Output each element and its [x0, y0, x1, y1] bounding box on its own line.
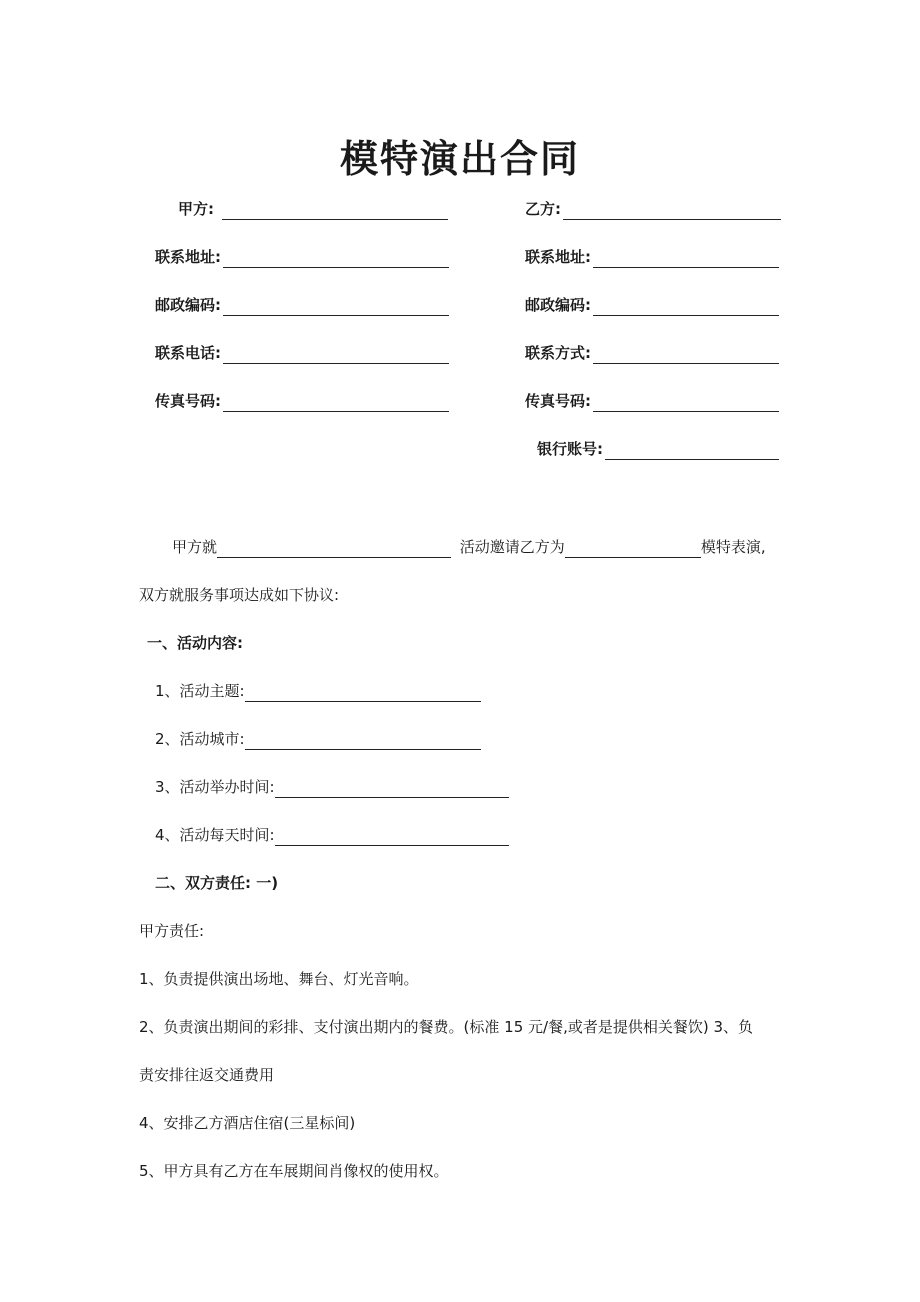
party-a-name-field	[178, 198, 448, 220]
party-a-fax-field	[155, 390, 449, 412]
intro-part-1: 甲方就	[172, 538, 218, 556]
activity-theme-label: 1、活动主题:	[155, 682, 245, 700]
activity-theme-blank[interactable]	[245, 684, 481, 702]
party-b-postcode-blank[interactable]	[593, 297, 779, 316]
party-b-name-field	[525, 198, 781, 220]
event-name-blank[interactable]	[217, 540, 451, 558]
activity-city-blank[interactable]	[245, 732, 481, 750]
model-count-blank[interactable]	[565, 540, 701, 558]
party-b-address-field	[525, 246, 779, 268]
party-b-postcode-label: 邮政编码:	[525, 296, 591, 314]
intro-part-3: 模特表演,	[700, 538, 766, 556]
activity-city-item	[155, 728, 481, 750]
party-b-name-blank[interactable]	[563, 201, 781, 220]
duty-item-1: 1、负责提供演出场地、舞台、灯光音响。	[139, 970, 419, 988]
party-a-postcode-field	[155, 294, 449, 316]
party-b-name-label: 乙方:	[525, 200, 561, 218]
activity-city-label: 2、活动城市:	[155, 730, 245, 748]
activity-date-item	[155, 776, 509, 798]
party-b-contact-blank[interactable]	[593, 345, 779, 364]
party-a-phone-blank[interactable]	[223, 345, 449, 364]
intro-line-1	[172, 536, 766, 558]
party-b-bank-label: 银行账号:	[537, 440, 603, 458]
party-b-bank-field	[537, 438, 779, 460]
duty-item-5: 5、甲方具有乙方在车展期间肖像权的使用权。	[139, 1162, 449, 1180]
activity-daily-time-label: 4、活动每天时间:	[155, 826, 275, 844]
party-a-fax-label: 传真号码:	[155, 392, 221, 410]
party-a-postcode-blank[interactable]	[223, 297, 449, 316]
duty-item-4: 4、安排乙方酒店住宿(三星标间)	[139, 1114, 356, 1132]
duty-item-2-continued: 责安排往返交通费用	[139, 1066, 275, 1084]
activity-daily-time-blank[interactable]	[275, 828, 509, 846]
party-b-address-label: 联系地址:	[525, 248, 591, 266]
party-a-postcode-label: 邮政编码:	[155, 296, 221, 314]
party-a-duties-heading: 甲方责任:	[139, 922, 205, 940]
party-b-fax-label: 传真号码:	[525, 392, 591, 410]
party-a-address-label: 联系地址:	[155, 248, 221, 266]
party-a-phone-label: 联系电话:	[155, 344, 221, 362]
party-b-contact-field	[525, 342, 779, 364]
page-title: 模特演出合同	[339, 137, 580, 181]
party-a-address-field	[155, 246, 449, 268]
party-b-fax-field	[525, 390, 779, 412]
party-b-fax-blank[interactable]	[593, 393, 779, 412]
intro-line-2: 双方就服务事项达成如下协议:	[139, 586, 340, 604]
activity-theme-item	[155, 680, 481, 702]
party-b-address-blank[interactable]	[593, 249, 779, 268]
party-a-address-blank[interactable]	[223, 249, 449, 268]
party-b-bank-blank[interactable]	[605, 441, 779, 460]
section-1-heading: 一、活动内容:	[147, 634, 243, 652]
section-2-heading: 二、双方责任: 一)	[155, 874, 279, 892]
activity-date-label: 3、活动举办时间:	[155, 778, 275, 796]
party-a-fax-blank[interactable]	[223, 393, 449, 412]
party-b-contact-label: 联系方式:	[525, 344, 591, 362]
party-a-phone-field	[155, 342, 449, 364]
party-a-name-blank[interactable]	[222, 201, 448, 220]
intro-part-2: 活动邀请乙方为	[459, 538, 565, 556]
party-a-name-label: 甲方:	[178, 200, 214, 218]
duty-item-2: 2、负责演出期间的彩排、支付演出期内的餐费。(标准 15 元/餐,或者是提供相关餐饮) 3、负	[139, 1018, 754, 1036]
activity-date-blank[interactable]	[275, 780, 509, 798]
activity-daily-time-item	[155, 824, 509, 846]
party-b-postcode-field	[525, 294, 779, 316]
